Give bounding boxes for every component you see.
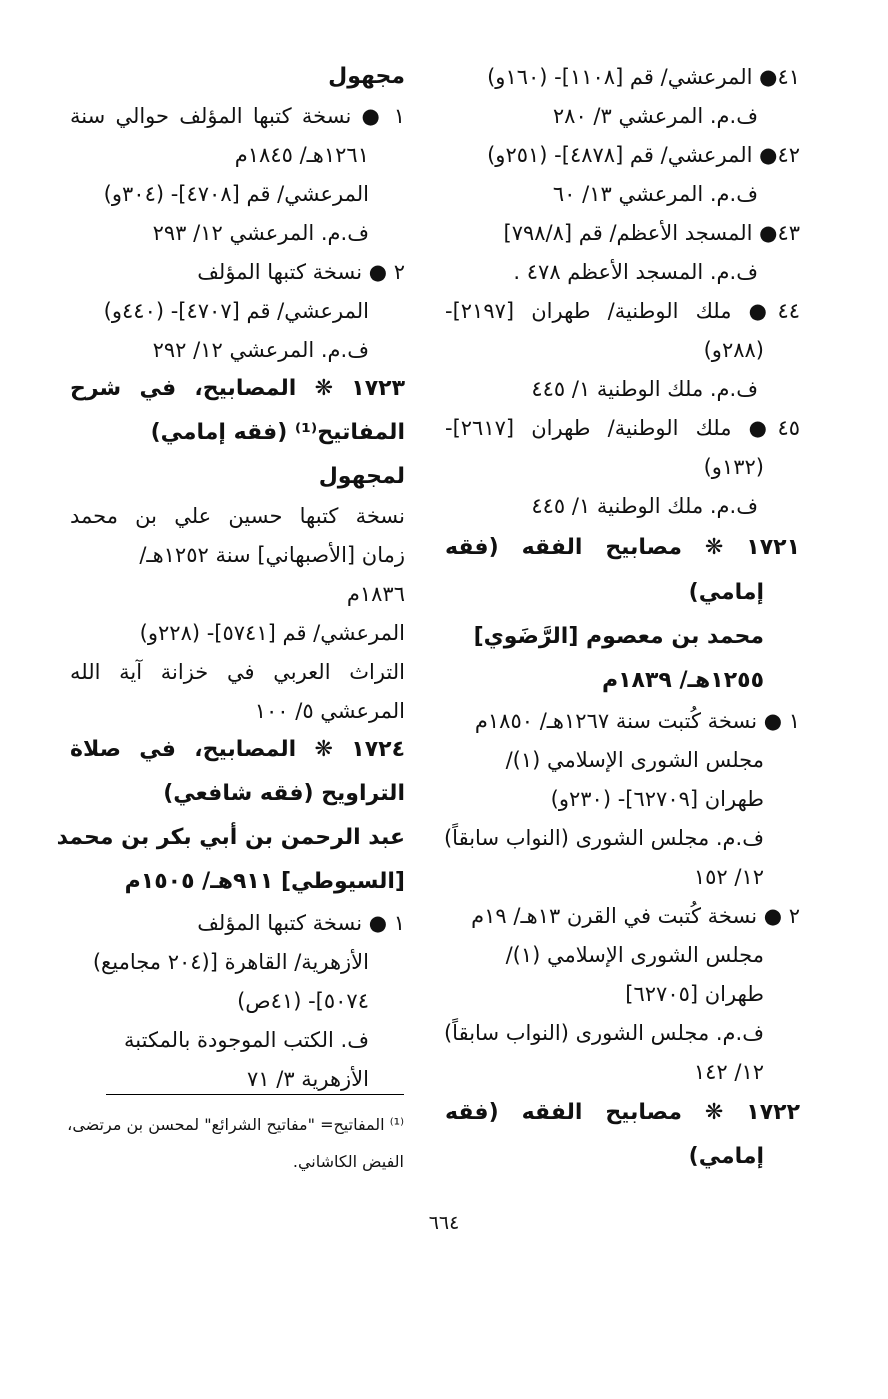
entry-line: ف.م. المرعشي ٣/ ٢٨٠ (552, 104, 758, 128)
entry-line: التراث العربي في خزانة آية الله (70, 660, 405, 684)
entry-line: ٤٤● ملك الوطنية/ طهران [٢١٩٧]- (445, 299, 800, 323)
entry-line: طهران [٦٢٧٠٥] (625, 982, 764, 1006)
entry-line: زمان [الأصبهاني] سنة ١٢٥٢هـ/ (139, 543, 405, 567)
entry-line: مجلس الشورى الإسلامي (١)/ (505, 748, 764, 772)
entry-heading: ١٧٢٢ ❋ مصابيح الفقه (فقه (445, 1100, 800, 1125)
entry-line: مجلس الشورى الإسلامي (١)/ (505, 943, 764, 967)
author-name: عبد الرحمن بن أبي بكر بن محمد (56, 825, 405, 850)
author-dates: [السيوطي] ٩١١هـ/ ١٥٠٥م (124, 869, 405, 894)
entry-line: (١٣٢و) (703, 455, 764, 479)
author-name: مجهول (328, 64, 405, 89)
footnote-line: الفيض الكاشاني. (292, 1152, 404, 1171)
entry-line: ١ ● نسخة كُتبت سنة ١٢٦٧هـ/ ١٨٥٠م (474, 709, 800, 733)
entry-line: ١٨٣٦م (346, 582, 405, 606)
entry-line: ف.م. مجلس الشورى (النواب سابقاً) (443, 1021, 764, 1045)
author-dates: ١٢٥٥هـ/ ١٨٣٩م (601, 668, 764, 693)
entry-line: ف.م. ملك الوطنية ١/ ٤٤٥ (531, 494, 758, 518)
entry-line: الأزهرية ٣/ ٧١ (246, 1067, 369, 1091)
entry-line: ف.م. المرعشي ١٢/ ٢٩٣ (152, 221, 369, 245)
entry-line: ١٢٦١هـ/ ١٨٤٥م (234, 143, 369, 167)
entry-heading: ١٧٢٣ ❋ المصابيح، في شرح (70, 376, 405, 401)
entry-heading: ١٧٢١ ❋ مصابيح الفقه (فقه (445, 535, 800, 560)
author-name: محمد بن معصوم [الرَّضَوي] (473, 624, 764, 649)
footnote-line: ⁽¹⁾ المفاتيح= "مفاتيح الشرائع" لمحسن بن مرتضى، (67, 1115, 404, 1134)
entry-line: طهران [٦٢٧٠٩]- (٢٣٠و) (550, 787, 764, 811)
entry-line: ف. الكتب الموجودة بالمكتبة (124, 1028, 369, 1052)
entry-line: ٥٠٧٤]- (٤١ص) (237, 989, 369, 1013)
entry-line: (٢٨٨و) (703, 338, 764, 362)
entry-line: ف.م. مجلس الشورى (النواب سابقاً) (443, 826, 764, 850)
entry-heading: إمامي) (688, 580, 764, 605)
entry-line: نسخة كتبها حسين علي بن محمد (70, 504, 405, 528)
entry-line: ١٢/ ١٥٢ (693, 865, 764, 889)
entry-heading: المفاتيح⁽¹⁾ (فقه إمامي) (150, 420, 405, 445)
entry-line: المرعشي/ قم [٥٧٤١]- (٢٢٨و) (139, 621, 405, 645)
entry-line: ١٢/ ١٤٢ (693, 1060, 764, 1084)
entry-line: ف.م. المرعشي ١٢/ ٢٩٢ (152, 338, 369, 362)
entry-line: ٢ ● نسخة كُتبت في القرن ١٣هـ/ ١٩م (471, 904, 800, 928)
author-name: لمجهول (318, 464, 405, 489)
entry-line: المرعشي/ قم [٤٧٠٧]- (٤٤٠و) (103, 299, 369, 323)
page-number: ٦٦٤ (428, 1212, 460, 1234)
entry-line: ف.م. المسجد الأعظم ٤٧٨ . (513, 260, 758, 284)
entry-line: المرعشي ٥/ ١٠٠ (254, 699, 405, 723)
entry-heading: ١٧٢٤ ❋ المصابيح، في صلاة (70, 737, 405, 762)
entry-line: ٤٢● المرعشي/ قم [٤٨٧٨]- (٢٥١و) (487, 143, 800, 167)
entry-line: ٢ ● نسخة كتبها المؤلف (197, 260, 405, 284)
entry-line: ١ ● نسخة كتبها المؤلف (197, 911, 405, 935)
entry-line: ١ ● نسخة كتبها المؤلف حوالي سنة (70, 104, 405, 128)
footnote-rule (106, 1094, 404, 1095)
entry-line: ٤١● المرعشي/ قم [١١٠٨]- (١٦٠و) (487, 65, 800, 89)
entry-line: المرعشي/ قم [٤٧٠٨]- (٣٠٤و) (103, 182, 369, 206)
entry-line: ف.م. ملك الوطنية ١/ ٤٤٥ (531, 377, 758, 401)
entry-line: ٤٥● ملك الوطنية/ طهران [٢٦١٧]- (445, 416, 800, 440)
entry-heading: التراويح (فقه شافعي) (163, 781, 405, 806)
entry-line: الأزهرية/ القاهرة [(٢٠٤ مجاميع) (92, 950, 369, 974)
entry-line: ف.م. المرعشي ١٣/ ٦٠ (552, 182, 758, 206)
entry-line: ٤٣● المسجد الأعظم/ قم [٧٩٨/٨] (503, 221, 800, 245)
entry-heading: إمامي) (688, 1144, 764, 1169)
